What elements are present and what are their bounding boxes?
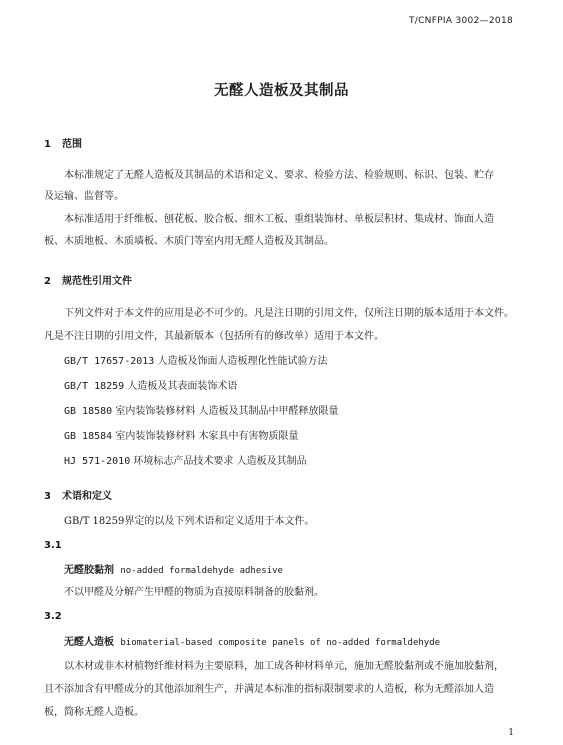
term-number: 3.1 <box>44 540 62 551</box>
reference-code: GB 18584 <box>64 431 113 442</box>
section-1-heading <box>44 135 82 150</box>
section-number: 3 <box>44 491 51 502</box>
reference-code: HJ 571-2010 <box>64 456 131 467</box>
term-name-en: biomaterial-based composite panels of no-added formaldehyde <box>120 638 441 648</box>
term-heading <box>64 564 283 578</box>
reference-item <box>64 430 299 444</box>
reference-item <box>64 405 339 419</box>
reference-code: GB 18580 <box>64 406 113 417</box>
reference-title: 人造板及其表面装饰术语 <box>127 381 238 392</box>
scope-paragraph-2-line-1: 本标准适用于纤维板、刨花板、胶合板、细木工板、重组装饰材、单板层积材、集成材、饰面人造 <box>64 214 494 225</box>
term-name-en: no-added formaldehyde adhesive <box>120 566 283 576</box>
term-definition-line-2: 且不添加含有甲醛成分的其他添加剂生产，并满足本标准的指标限制要求的人造板，称为无醛添加人造 <box>44 684 494 695</box>
section-title: 术语和定义 <box>62 491 112 502</box>
reference-code: GB/T 18259 <box>64 381 125 392</box>
terms-intro: GB/T 18259界定的以及下列术语和定义适用于本文件。 <box>64 516 315 527</box>
reference-title: 室内装饰装修材料 人造板及其制品中甲醛释放限量 <box>115 406 339 417</box>
reference-code: GB/T 17657-2013 <box>64 356 155 367</box>
references-intro-line-2: 凡是不注日期的引用文件，其最新版本（包括所有的修改单）适用于本文件。 <box>44 331 384 342</box>
reference-title: 室内装饰装修材料 木家具中有害物质限量 <box>115 431 299 442</box>
reference-item <box>64 380 237 394</box>
section-2-heading <box>44 272 132 287</box>
scope-paragraph-1-line-1: 本标准规定了无醛人造板及其制品的术语和定义、要求、检验方法、检验规则、标识、包装、贮存 <box>64 170 494 181</box>
term-definition-line-3: 板，简称无醛人造板。 <box>44 707 144 718</box>
reference-title: 环境标志产品技术要求 人造板及其制品 <box>133 456 307 467</box>
scope-paragraph-1-line-2: 及运输、监督等。 <box>44 191 124 202</box>
term-name-zh: 无醛人造板 <box>64 637 114 648</box>
document-title: 无醛人造板及其制品 <box>214 83 349 99</box>
standard-code: T/CNFPIA 3002—2018 <box>408 16 513 26</box>
section-number: 1 <box>44 139 51 150</box>
reference-item <box>64 355 328 369</box>
section-title: 规范性引用文件 <box>62 276 132 287</box>
term-definition-line-1: 以木材或非木材植物纤维材料为主要原料，加工成各种材料单元，施加无醛胶黏剂或不施加胶黏剂， <box>64 661 504 672</box>
references-intro-line-1: 下列文件对于本文件的应用是必不可少的。凡是注日期的引用文件，仅所注日期的版本适用于本文件。 <box>64 308 514 319</box>
section-title: 范围 <box>62 139 82 150</box>
scope-paragraph-2-line-2: 板、木质地板、木质墙板、木质门等室内用无醛人造板及其制品。 <box>44 236 334 247</box>
reference-title: 人造板及饰面人造板理化性能试验方法 <box>157 356 328 367</box>
term-number: 3.2 <box>44 611 62 622</box>
term-name-zh: 无醛胶黏剂 <box>64 565 114 576</box>
reference-item <box>64 455 307 469</box>
page-number: 1 <box>508 728 514 738</box>
term-heading <box>64 636 440 650</box>
term-definition: 不以甲醛及分解产生甲醛的物质为直接原料制备的胶黏剂。 <box>64 587 324 598</box>
section-3-heading <box>44 487 112 502</box>
section-number: 2 <box>44 276 51 287</box>
